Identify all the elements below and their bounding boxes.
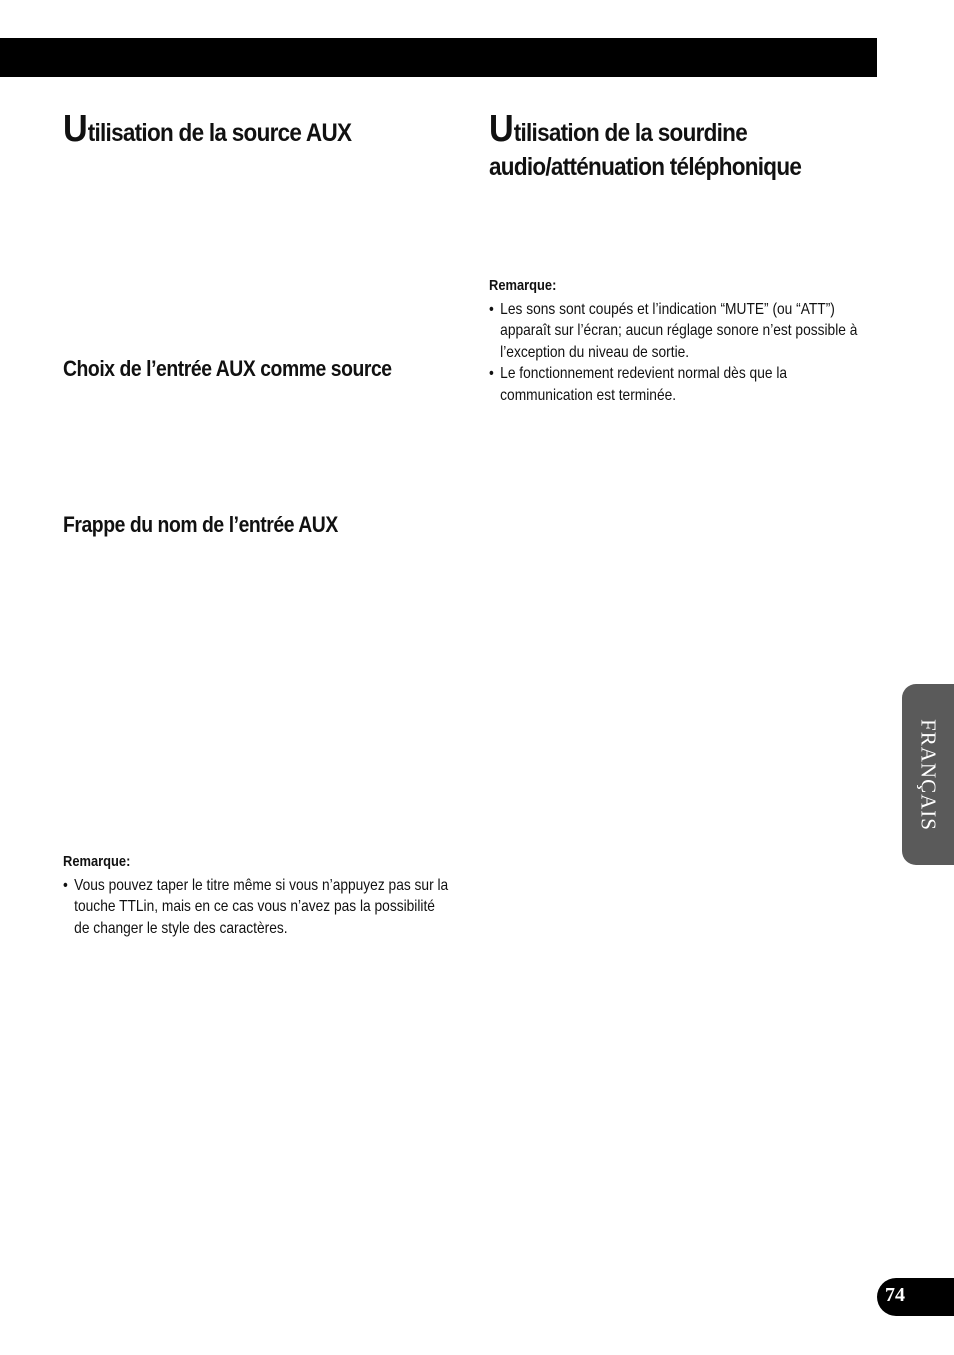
note-right bbox=[489, 275, 919, 406]
subheading-aux-title: Frappe du nom de l’entrée AUX bbox=[63, 512, 338, 537]
note-item: • Vous pouvez taper le titre même si vous n’appuyez pas sur la touche TTLin, mais en ce cas vous n’avez pas la possibilité de changer le style des caractères. bbox=[63, 875, 450, 940]
note-item: • Les sons sont coupés et l’indication “MUTE” (ou “ATT”) apparaît sur l’écran; aucun réglage sonore n’est possible à l’exception du niveau de sortie. bbox=[489, 299, 859, 364]
note-item: • Le fonctionnement redevient normal dès que la communication est terminée. bbox=[489, 363, 859, 406]
section-heading-mute: Utilisation de la sourdine audio/atténuation téléphonique bbox=[489, 108, 802, 181]
note-label: Remarque: bbox=[489, 277, 557, 294]
language-label: FRANÇAIS bbox=[916, 718, 941, 831]
page-number: 74 bbox=[885, 1284, 905, 1306]
subheading-select-aux: Choix de l’entrée AUX comme source bbox=[63, 356, 392, 381]
page-number-tab bbox=[877, 1278, 954, 1316]
note-label: Remarque: bbox=[63, 853, 131, 870]
note-left bbox=[63, 851, 513, 939]
language-tab bbox=[902, 684, 954, 865]
header-bar bbox=[0, 38, 877, 77]
section-heading-aux: Utilisation de la source AUX bbox=[63, 108, 352, 150]
